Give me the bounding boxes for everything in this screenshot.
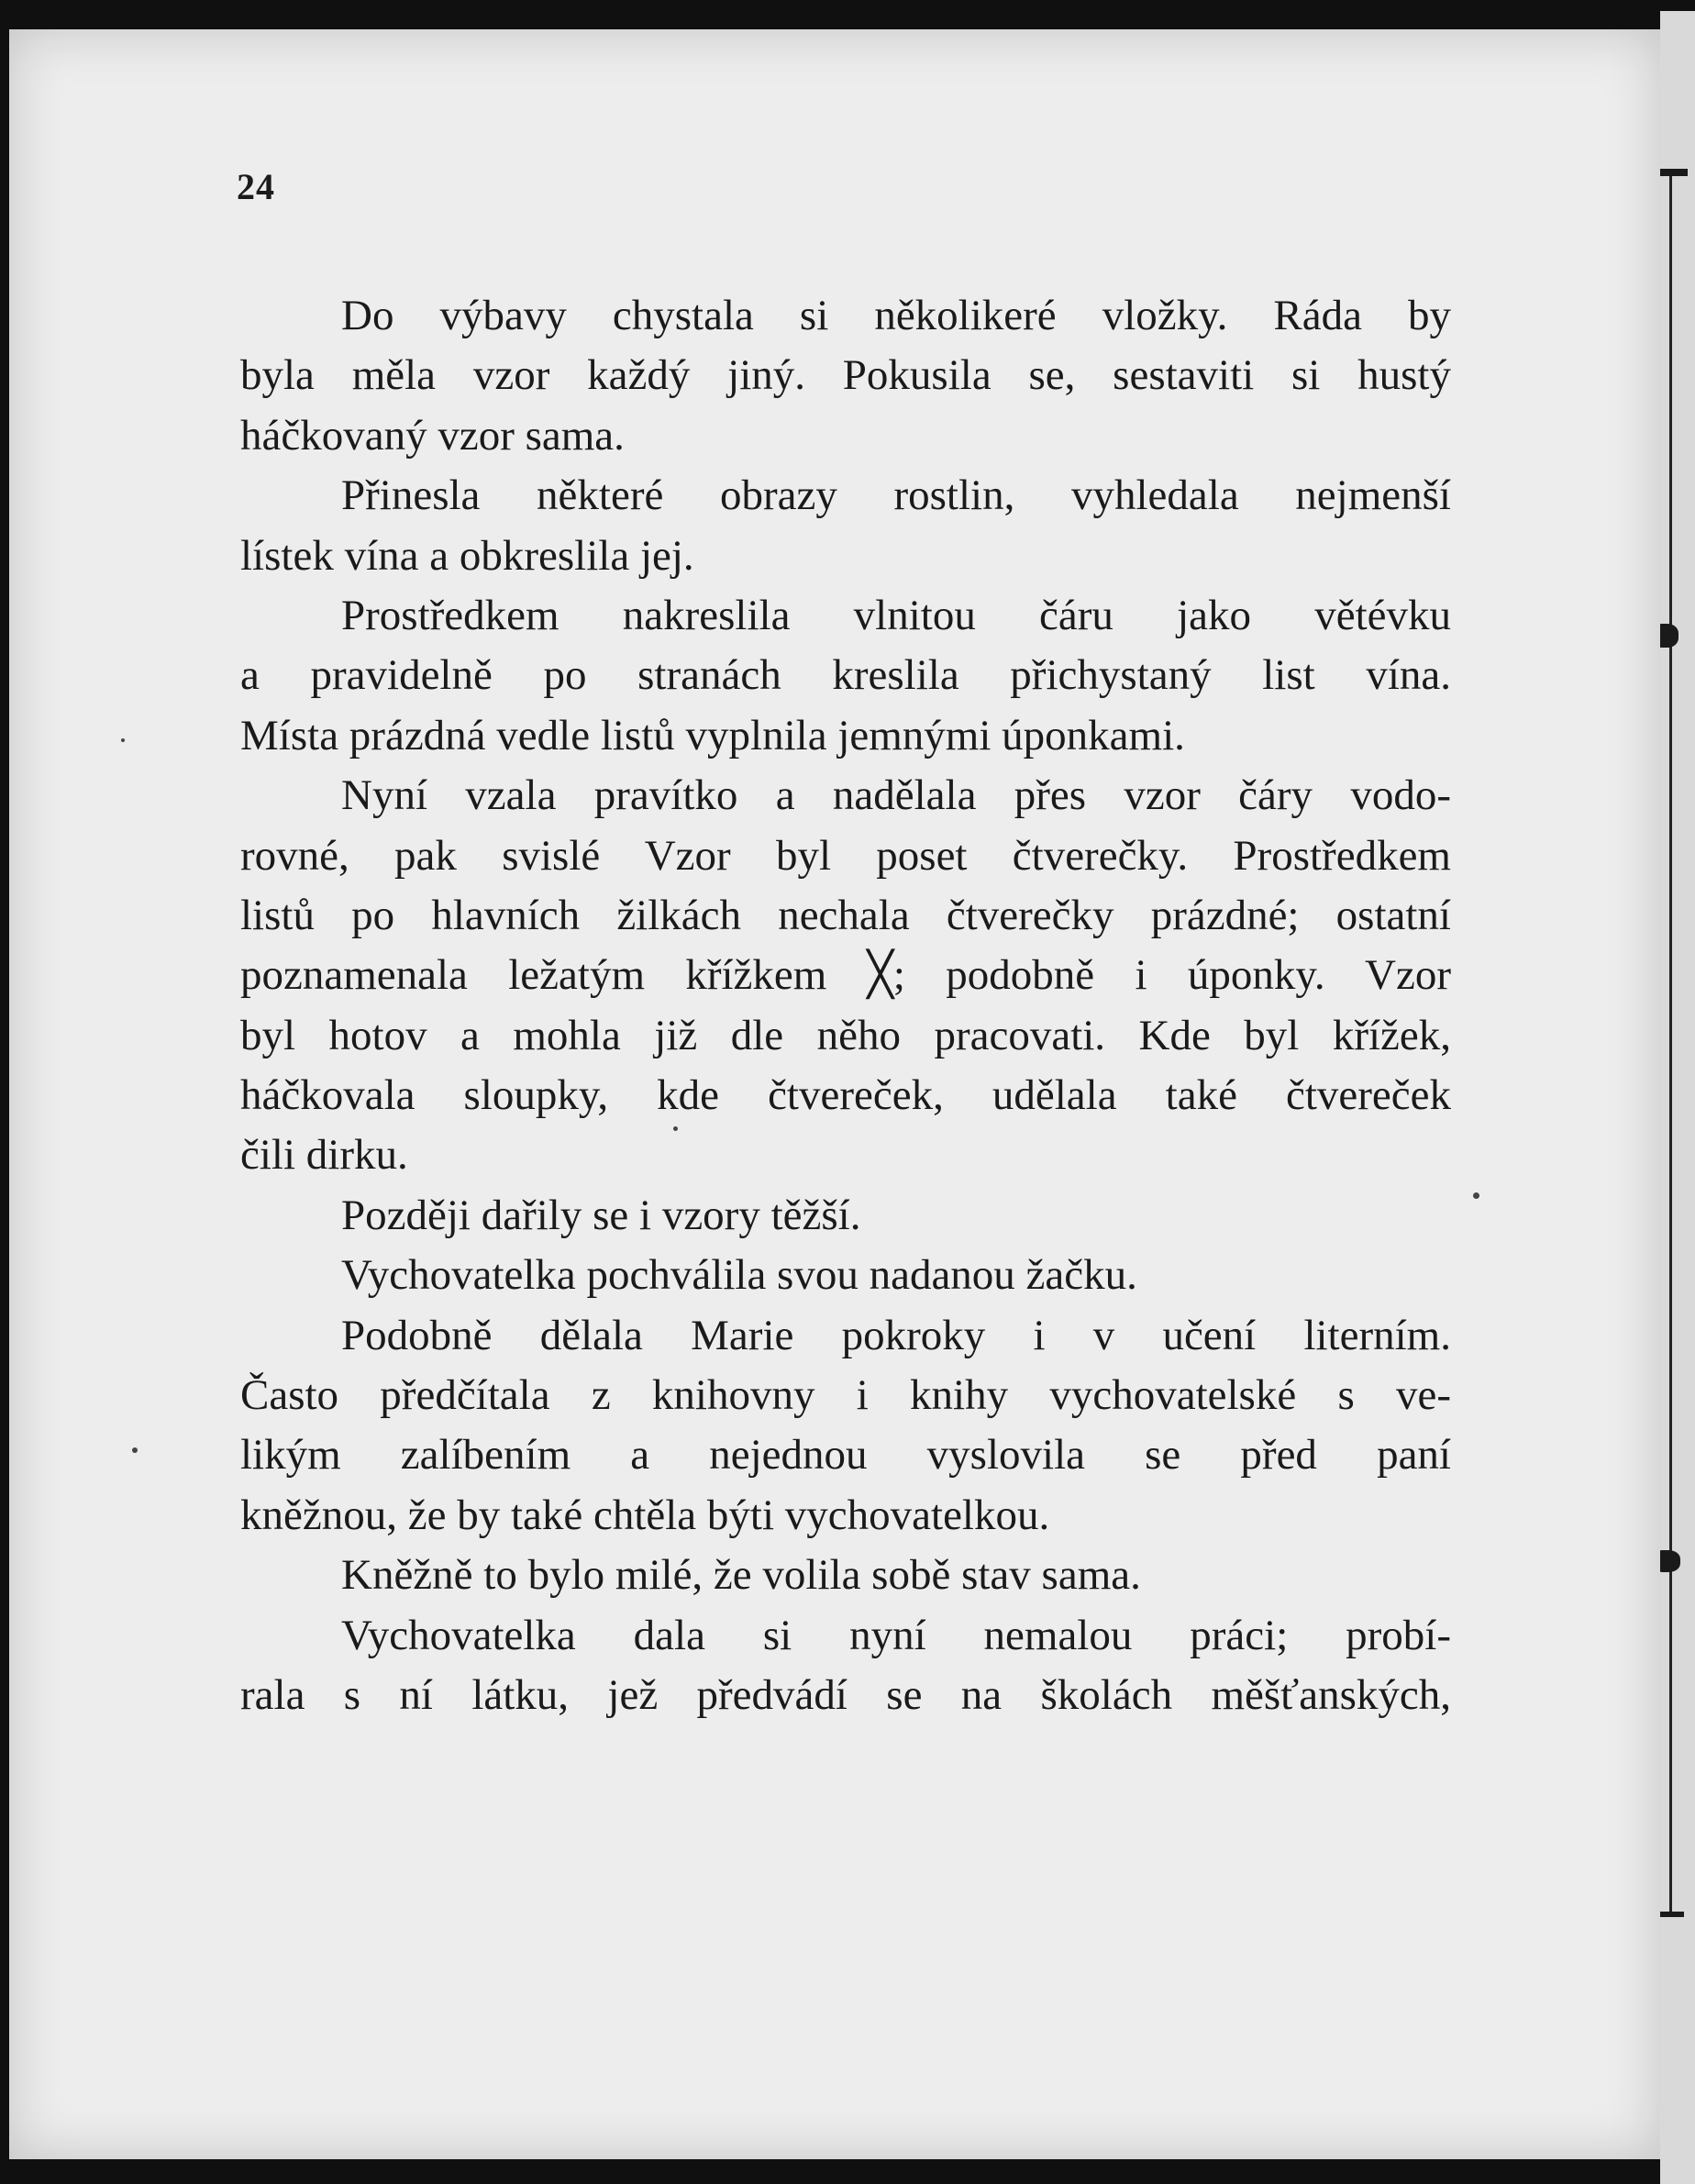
text-line: Často předčítala z knihovny i knihy vychovatelské s ve- [240, 1371, 1451, 1420]
text-line: listů po hlavních žilkách nechala čtverečky prázdné; ostatní [240, 891, 1451, 939]
text-line: Prostředkem nakreslila vlnitou čáru jako větévku [341, 591, 1451, 639]
text-line: háčkovala sloupky, kde čtvereček, udělala také čtvereček [240, 1071, 1451, 1120]
binding-mark-bottom [1658, 1912, 1684, 1917]
text-line: háčkovaný vzor sama. [240, 411, 625, 460]
dust-speck [121, 738, 125, 742]
text-line: byl hotov a mohla již dle něho pracovati. Kde byl křížek, [240, 1011, 1451, 1059]
text-line: lístek vína a obkreslila jej. [240, 531, 694, 580]
dust-speck [1473, 1192, 1479, 1199]
dust-speck [132, 1447, 138, 1453]
adjacent-page-edge [1660, 11, 1695, 2184]
text-line: Podobně dělala Marie pokroky i v učení literním. [341, 1311, 1451, 1359]
text-line: čili dirku. [240, 1131, 408, 1180]
text-line: Nyní vzala pravítko a nadělala přes vzor čáry vodo- [341, 771, 1451, 820]
text-line: Vychovatelka pochválila svou nadanou žačku. [341, 1251, 1137, 1300]
text-line: Do výbavy chystala si několikeré vložky. Ráda by [341, 292, 1451, 339]
text-line: kněžnou, že by také chtěla býti vychovatelkou. [240, 1491, 1050, 1539]
text-line: rala s ní látku, jež předvádí se na školách měšťanských, [240, 1670, 1451, 1719]
text-line: byla měla vzor každý jiný. Pokusila se, sestaviti si hustý [240, 351, 1451, 400]
text-line: rovné, pak svislé Vzor byl poset čtverečky. Prostředkem [240, 831, 1451, 880]
binding-line [1669, 174, 1672, 1917]
text-line: poznamenala ležatým křížkem ╳; podobně i úponky. Vzor [240, 951, 1451, 1000]
text-line: Později dařily se i vzory těžší. [341, 1191, 861, 1239]
text-line: Místa prázdná vedle listů vyplnila jemnými úponkami. [240, 711, 1185, 759]
text-line: Vychovatelka dala si nyní nemalou práci; probí- [341, 1611, 1451, 1659]
text-line: Přinesla některé obrazy rostlin, vyhledala nejmenší [341, 471, 1451, 520]
body-text [240, 286, 1451, 1725]
text-line: likým zalíbením a nejednou vyslovila se před paní [240, 1431, 1451, 1480]
text-line: a pravidelně po stranách kreslila přichystaný list vína. [240, 651, 1451, 700]
text-line: Kněžně to bylo milé, že volila sobě stav sama. [341, 1551, 1141, 1600]
page-number: 24 [237, 166, 275, 207]
